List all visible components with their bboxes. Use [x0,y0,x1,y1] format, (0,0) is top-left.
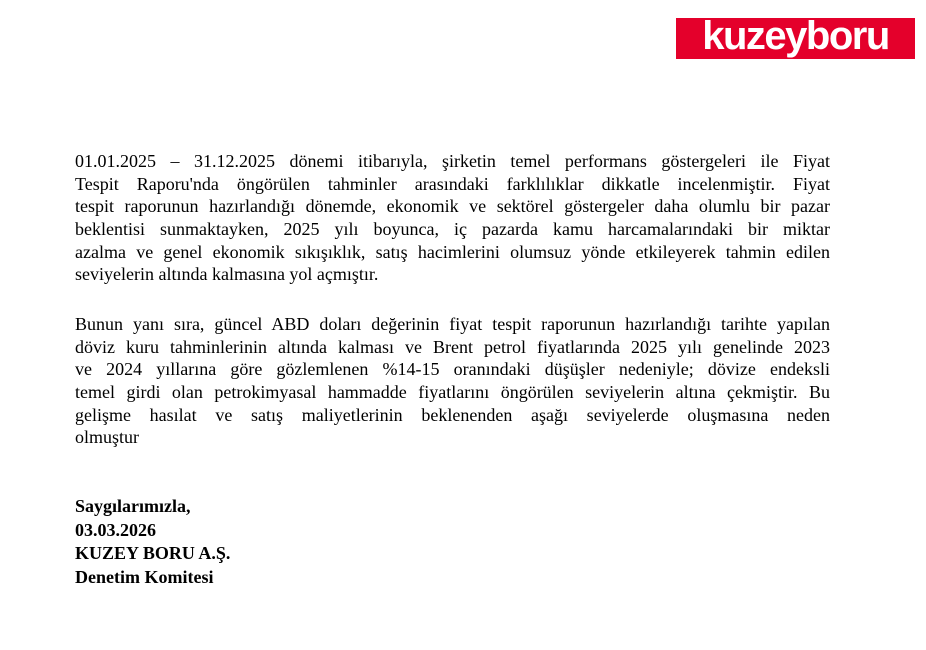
company-name: KUZEY BORU A.Ş. [75,543,231,563]
text-line: beklentisi sunmaktayken, 2025 yılı boyunca, iç pazarda kamu harcamalarındaki bir miktar [75,219,830,240]
text-line: döviz kuru tahminlerinin altında kalması ve Brent petrol fiyatlarında 2025 yılı genelinde 2023 [75,336,830,357]
text-line: tespit raporunun hazırlandığı dönemde, ekonomik ve sektörel göstergeler daha olumlu bir pazar [75,196,830,217]
text-line: Tespit Raporu'nda öngörülen tahminler arasındaki farklılıklar dikkatle incelenmiştir. Fiyat [75,173,830,194]
logo-text: kuzeyboru [702,14,889,58]
paragraph-2 [75,313,830,449]
text-line: ve 2024 yıllarına göre gözlemlenen %14-15 oranındaki düşüşler nedeniyle; dövize endeksli [75,359,830,380]
text-line: gelişme hasılat ve satış maliyetlerinin beklenenden aşağı seviyelerde oluşmasına neden [75,404,830,425]
text-line: 01.01.2025 – 31.12.2025 dönemi itibarıyla, şirketin temel performans göstergeleri ile Fiyat [75,151,830,171]
text-line: olmuştur [75,427,140,448]
text-line: azalma ve genel ekonomik sıkışıklık, satış hacimlerini olumsuz yönde etkileyerek tahmin edilen [75,241,830,262]
paragraph-1 [75,150,830,286]
text-line: seviyelerin altında kalmasına yol açmıştır. [75,264,379,285]
signature-date: 03.03.2026 [75,519,156,540]
closing: Saygılarımızla, [75,496,191,516]
text-line: temel girdi olan petrokimyasal hammadde fiyatlarını öngörülen seviyelerin altına çekmiştir. Bu [75,382,830,403]
text-line: Bunun yanı sıra, güncel ABD doları değerinin fiyat tespit raporunun hazırlandığı tarihte yapılan [75,314,830,334]
kuzeyboru-logo [676,14,915,59]
committee-name: Denetim Komitesi [75,566,214,587]
signature-block [75,495,230,589]
